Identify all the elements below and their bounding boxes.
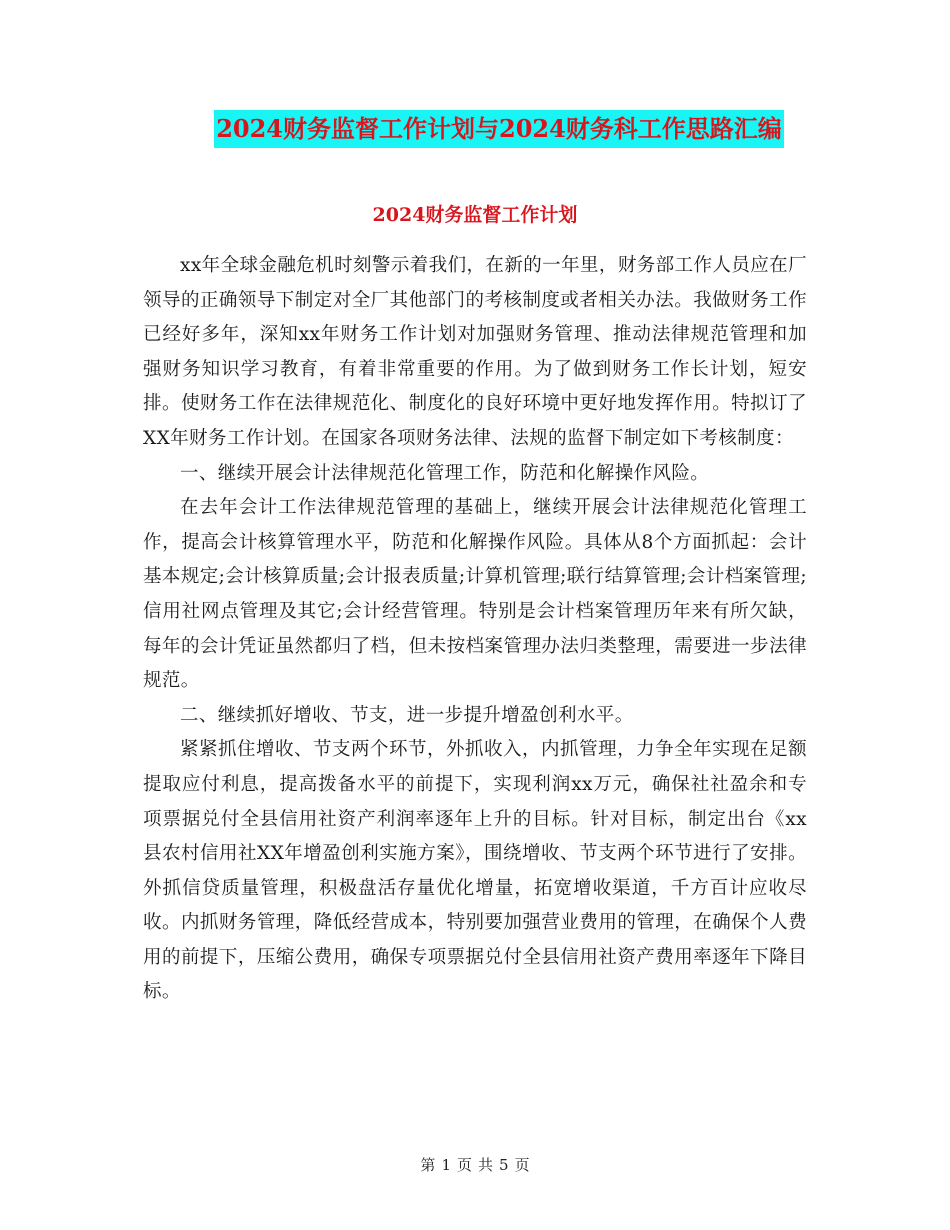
paragraph-body-2: 紧紧抓住增收、节支两个环节，外抓收入，内抓管理，力争全年实现在足额提取应付利息，提高拨备水平的前提下，实现利润xx万元，确保社社盈余和专项票据兑付全县信用社资产利润率逐年上升的目标。针对目标，制定出台《xx县农村信用社XX年增盈创利实施方案》，围绕增收、节支两个环节进行了安排。外抓信贷质量管理，积极盘活存量优化增量，拓宽增收渠道，千方百计应收尽收。内抓财务管理，降低经营成本，特别要加强营业费用的管理，在确保个人费用的前提下，压缩公费用，确保专项票据兑付全县信用社资产费用率逐年下降目标。 <box>143 739 807 1003</box>
footer-total-word: 共 <box>478 1156 494 1174</box>
footer-prefix: 第 <box>420 1156 436 1174</box>
footer-total-pages: 5 <box>499 1156 509 1174</box>
document-title: 2024财务监督工作计划与2024财务科工作思路汇编 <box>214 110 784 148</box>
document-body <box>143 249 807 1010</box>
section-title: 2024财务监督工作计划 <box>372 204 578 226</box>
footer-current-page: 1 <box>441 1156 451 1174</box>
paragraph-heading-1: 一、继续开展会计法律规范化管理工作，防范和化解操作风险。 <box>180 462 710 484</box>
footer-suffix: 页 <box>514 1156 530 1174</box>
paragraph-body-1: 在去年会计工作法律规范管理的基础上，继续开展会计法律规范化管理工作，提高会计核算管理水平，防范和化解操作风险。具体从8个方面抓起：会计基本规定;会计核算质量;会计报表质量;计算机管理;联行结算管理;会计档案管理;信用社网点管理及其它;会计经营管理。特别是会计档案管理历年来有所欠缺，每年的会计凭证虽然都归了档，但未按档案管理办法归类整理，需要进一步法律规范。 <box>143 497 807 692</box>
document-title-wrapper <box>0 110 950 148</box>
footer-page-word: 页 <box>456 1156 472 1174</box>
page-footer <box>0 1153 950 1177</box>
paragraph-heading-2: 二、继续抓好增收、节支，进一步提升增盈创利水平。 <box>180 704 634 726</box>
paragraph-intro: xx年全球金融危机时刻警示着我们，在新的一年里，财务部工作人员应在厂领导的正确领导下制定对全厂其他部门的考核制度或者相关办法。我做财务工作已经好多年，深知xx年财务工作计划对加强财务管理、推动法律规范管理和加强财务知识学习教育，有着非常重要的作用。为了做到财务工作长计划，短安排。使财务工作在法律规范化、制度化的良好环境中更好地发挥作用。特拟订了XX年财务工作计划。在国家各项财务法律、法规的监督下制定如下考核制度： <box>143 255 807 449</box>
